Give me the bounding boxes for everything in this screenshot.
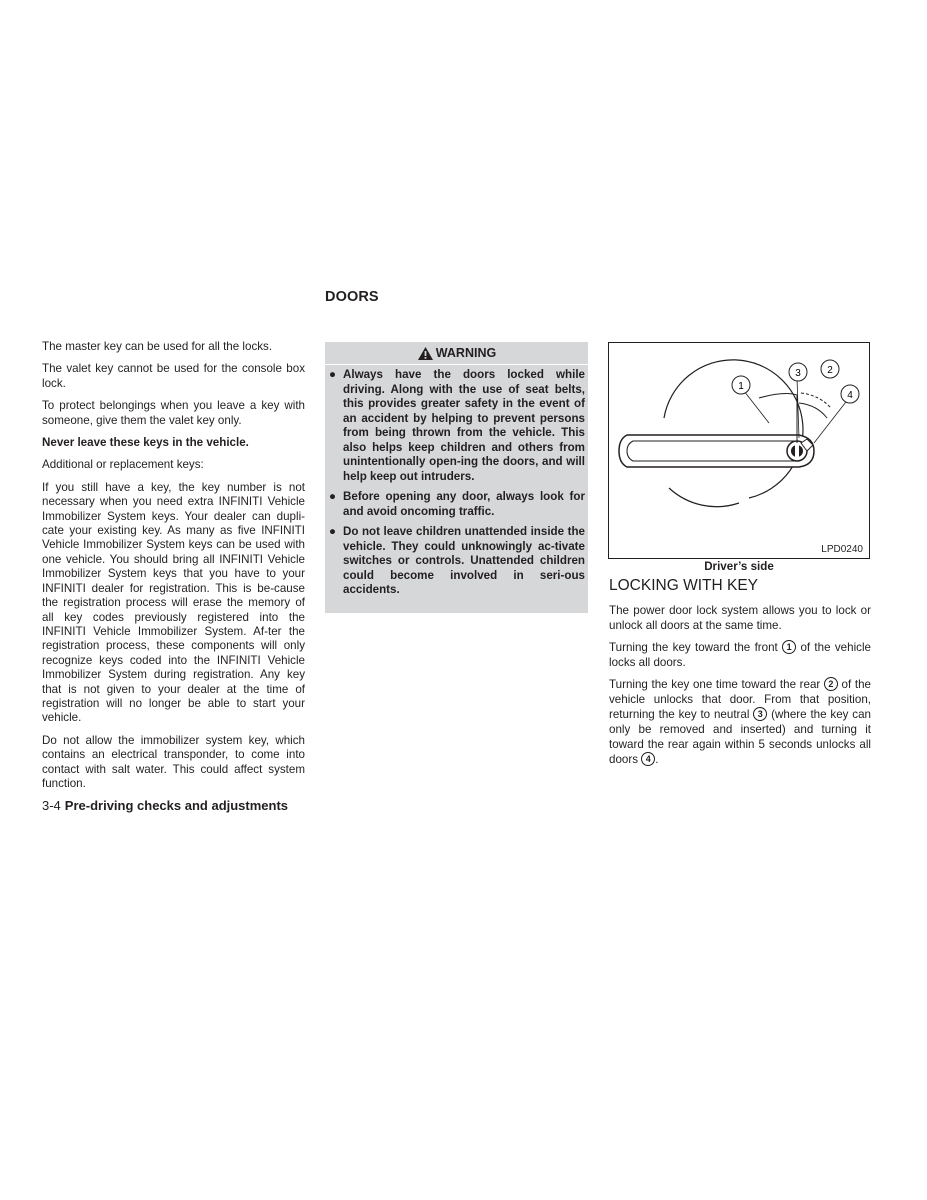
paragraph-bold: Never leave these keys in the vehicle. bbox=[42, 436, 249, 450]
paragraph: To protect belongings when you leave a key with someone, give them the valet key only. bbox=[42, 399, 305, 427]
paragraph: The valet key cannot be used for the console box lock. bbox=[42, 362, 305, 390]
circled-number-2: 2 bbox=[824, 677, 838, 691]
page-footer bbox=[42, 798, 288, 813]
warning-item-text: Before opening any door, always look for and avoid oncoming traffic. bbox=[343, 490, 585, 518]
callout-3: 3 bbox=[795, 368, 801, 379]
text-run: . bbox=[655, 753, 659, 766]
warning-item: ● Before opening any door, always look for and avoid oncoming traffic. bbox=[329, 490, 585, 518]
warning-item-text: Always have the doors locked while driving. Along with the use of seat belts, this provides greater safety in the event of an accident by helping to prevent persons from being thrown from the vehicle. This also helps keep children and others from unintentionally open-ing the doors, and will help keep out intruders. bbox=[343, 368, 585, 483]
circled-number-4: 4 bbox=[641, 752, 655, 766]
page-number: 3-4 bbox=[42, 798, 61, 813]
section-title: DOORS bbox=[325, 289, 379, 305]
paragraph: Do not allow the immobilizer system key, which contains an electrical transponder, to come into contact with salt water. This could affect system function. bbox=[42, 733, 305, 790]
text-run: (where the key can only be removed and inserted) and turning it toward the rear again within 5 seconds unlocks all doors bbox=[609, 708, 871, 766]
warning-triangle-icon bbox=[417, 346, 434, 361]
paragraph: The power door lock system allows you to lock or unlock all doors at the same time. bbox=[609, 604, 871, 632]
door-handle-figure bbox=[608, 342, 870, 559]
text-run: Turning the key one time toward the rear bbox=[609, 678, 821, 691]
warning-item-text: Do not leave children unattended inside the vehicle. They could unknowingly ac-tivate switches or controls. Unattended children could become involved in seri-ous accidents. bbox=[343, 525, 585, 596]
warning-item: ● Do not leave children unattended inside the vehicle. They could unknowingly ac-tivate switches or controls. Unattended children could become involved in seri-ous accidents. bbox=[329, 525, 585, 596]
figure-caption: Driver’s side bbox=[704, 560, 774, 573]
door-handle-illustration bbox=[609, 343, 869, 558]
left-column bbox=[42, 340, 305, 799]
callout-1: 1 bbox=[738, 381, 744, 392]
warning-title: WARNING bbox=[435, 346, 497, 360]
text-run: Turning the key toward the front bbox=[609, 641, 778, 654]
text-run: of the vehicle unlocks that door. From that position, returning the key to neutral bbox=[609, 678, 871, 721]
callout-2: 2 bbox=[827, 365, 833, 376]
text-run: of the vehicle locks all doors. bbox=[609, 641, 871, 669]
paragraph: If you still have a key, the key number is not necessary when you need extra INFINITI Vehicle Immobilizer System keys. Your dealer can dupli-cate your existing key. As many as five INFINITI Vehicle Immobilizer System keys can be used with one vehicle. You should bring all INFINITI Vehicle Immobilizer System keys that you have to your INFINITI dealer for registration. This is be-cause the registration process will erase the memory of all key codes previously registered into the INFINITI Vehicle Immobilizer System. Af-ter the registration process, these components will only recognize keys coded into the INFINITI Vehicle Immobilizer System during registration. Any key that is not given to your dealer at the time of registration will no longer be able to start your vehicle. bbox=[42, 480, 305, 725]
warning-header bbox=[325, 342, 588, 365]
paragraph: Additional or replacement keys: bbox=[42, 458, 204, 472]
warning-list bbox=[325, 365, 588, 598]
circled-number-1: 1 bbox=[782, 640, 796, 654]
paragraph bbox=[609, 677, 871, 767]
warning-item: ● Always have the doors locked while driving. Along with the use of seat belts, this provides greater safety in the event of an accident by helping to prevent persons from being thrown from the vehicle. This also helps keep children and others from unintentionally open-ing the doors, and will help keep out intruders. bbox=[329, 368, 585, 483]
paragraph: The master key can be used for all the locks. bbox=[42, 340, 273, 353]
locking-heading: LOCKING WITH KEY bbox=[609, 577, 758, 594]
circled-number-3: 3 bbox=[753, 707, 767, 721]
figure-code: LPD0240 bbox=[821, 544, 863, 555]
warning-box bbox=[325, 342, 588, 613]
callout-4: 4 bbox=[847, 390, 853, 401]
chapter-title: Pre-driving checks and adjustments bbox=[64, 798, 289, 813]
right-column bbox=[609, 603, 871, 774]
paragraph bbox=[609, 640, 871, 670]
